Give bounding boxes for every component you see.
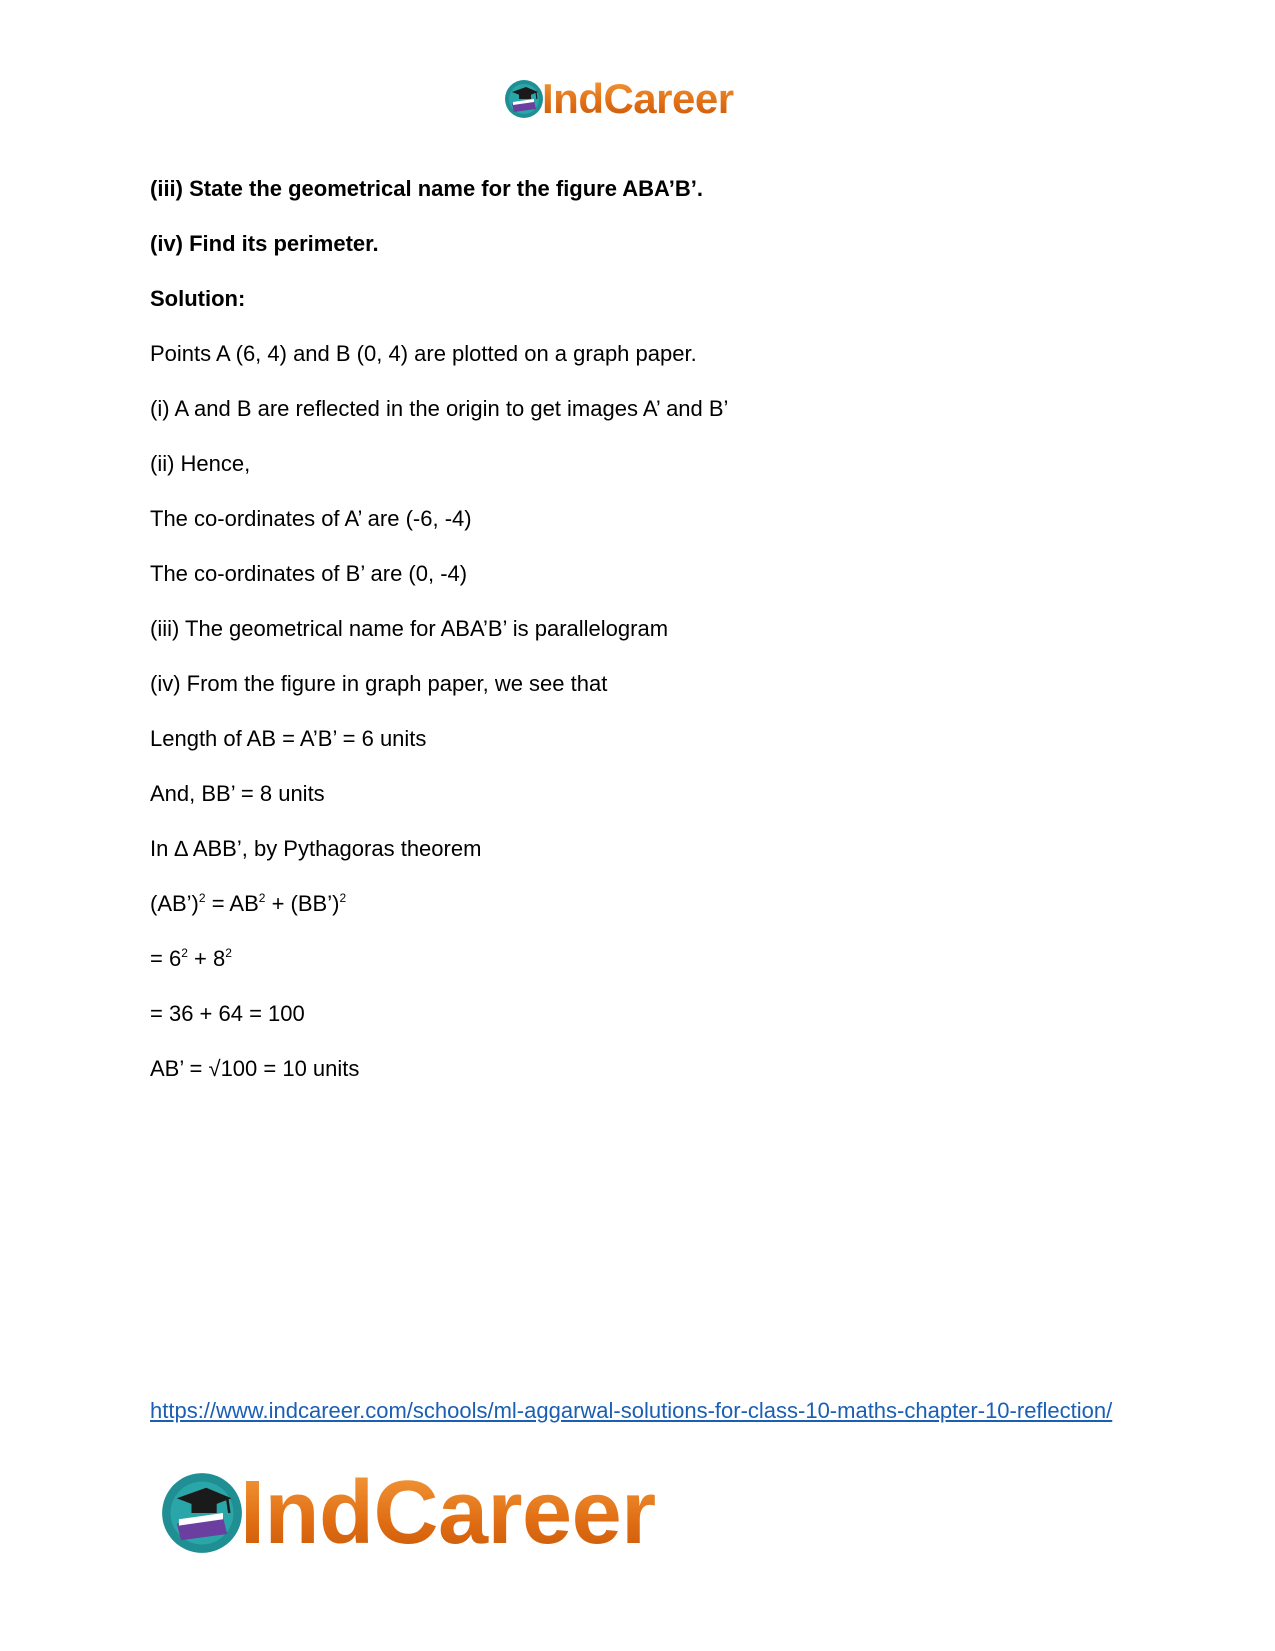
solution-line: In ∆ ABB’, by Pythagoras theorem: [150, 836, 482, 861]
solution-line: (i) A and B are reflected in the origin to get images A’ and B’: [150, 396, 729, 421]
exponent: 2: [258, 891, 266, 905]
exponent: 2: [198, 891, 206, 905]
graduation-book-icon: [504, 79, 544, 119]
document-content: [150, 176, 1130, 1111]
exponent: 2: [181, 946, 188, 960]
graduation-book-icon: [160, 1471, 244, 1555]
header-logo: [504, 75, 734, 122]
equation-term: = AB: [205, 891, 259, 916]
solution-line: Length of AB = A’B’ = 6 units: [150, 726, 427, 751]
solution-line: Points A (6, 4) and B (0, 4) are plotted on a graph paper.: [150, 341, 697, 366]
question-part-iv: (iv) Find its perimeter.: [150, 231, 379, 256]
equation-term: (AB’): [150, 891, 199, 916]
solution-line: (iv) From the figure in graph paper, we see that: [150, 671, 608, 696]
solution-line: (ii) Hence,: [150, 451, 251, 476]
solution-line: And, BB’ = 8 units: [150, 781, 325, 806]
squares-equation: [150, 946, 1130, 972]
equation-term: + 8: [187, 946, 226, 971]
exponent: 2: [225, 946, 232, 960]
exponent: 2: [339, 891, 347, 905]
result-equation: AB’ = √100 = 10 units: [150, 1056, 360, 1081]
footer-logo-text: IndCareer: [240, 1463, 656, 1563]
pythagoras-equation: [150, 891, 1130, 917]
solution-line: (iii) The geometrical name for ABA’B’ is parallelogram: [150, 616, 669, 641]
solution-line: The co-ordinates of A’ are (-6, -4): [150, 506, 472, 531]
solution-line: The co-ordinates of B’ are (0, -4): [150, 561, 468, 586]
sum-equation: = 36 + 64 = 100: [150, 1001, 305, 1026]
source-link[interactable]: https://www.indcareer.com/schools/ml-aggarwal-solutions-for-class-10-maths-chapter-10-reflection/: [150, 1398, 1113, 1423]
question-part-iii: (iii) State the geometrical name for the figure ABA’B’.: [150, 176, 703, 201]
header-logo-text: IndCareer: [542, 75, 734, 122]
solution-heading: Solution:: [150, 286, 246, 311]
footer-logo: [160, 1463, 656, 1563]
equation-term: = 6: [150, 946, 182, 971]
equation-term: + (BB’): [265, 891, 340, 916]
